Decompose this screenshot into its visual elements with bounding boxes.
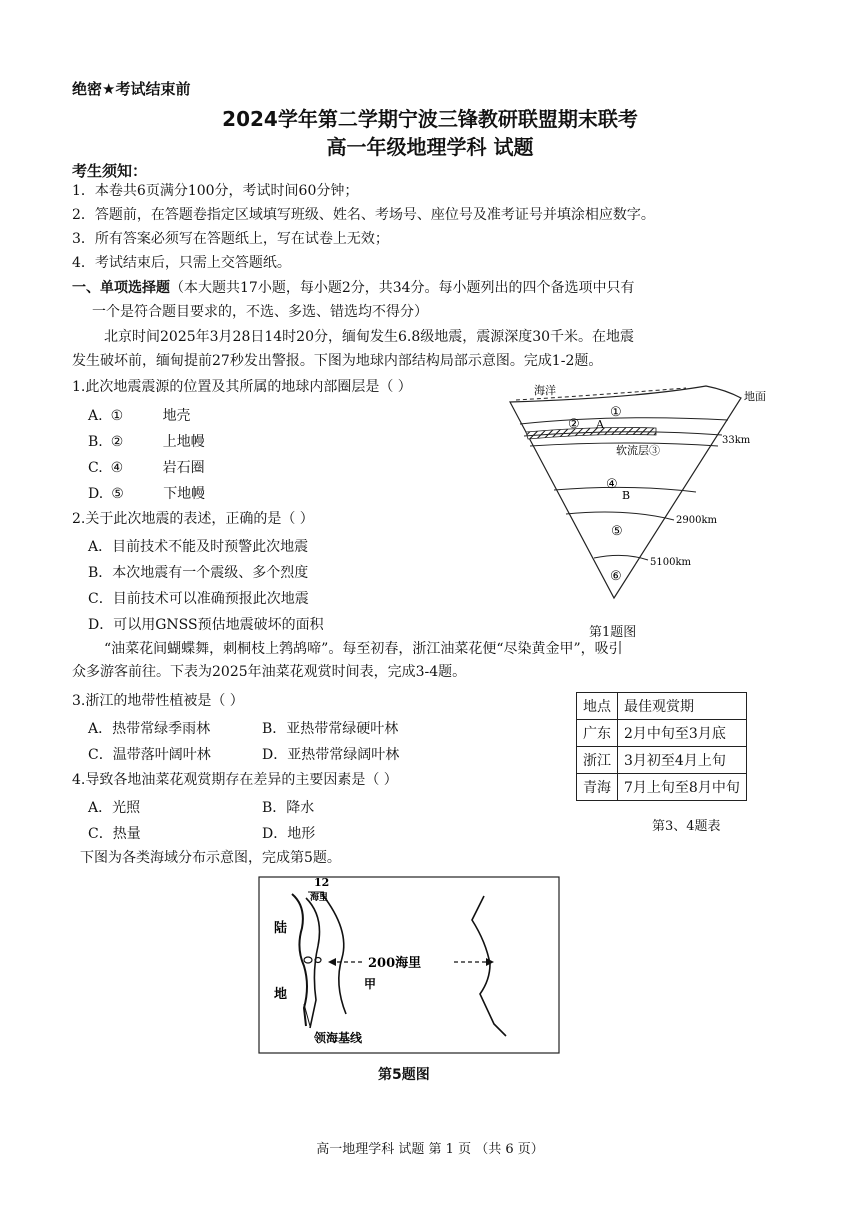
q4-stem: 4.导致各地油菜花观赏期存在差异的主要因素是（ ） [72,772,398,788]
table-cell: 青海 [577,774,618,801]
q3-option-a: A．热带常绿季雨林 [88,721,211,737]
label-200nm: 200海里 [368,956,422,971]
label-layer-2: ② [568,417,580,432]
table-cell: 2月中旬至3月底 [618,720,747,747]
label-layer-4: ④ [606,477,618,492]
q1-stem: 1.此次地震震源的位置及其所属的地球内部圈层是（ ） [72,379,412,395]
q4-option-c: C．热量 [88,826,141,842]
table-cell: 浙江 [577,747,618,774]
label-33km: 33km [722,435,751,446]
section-desc-2: 一个是符合题目要求的，不选、多选、错选均不得分） [92,304,428,320]
boundary-a-line [520,418,728,424]
label-seamile: 海里 [310,893,329,903]
notice-item-3: 3．所有答案必须写在答题纸上，写在试卷上无效； [72,231,389,247]
label-ground: 地面 [744,390,766,403]
q2-option-a: A．目前技术不能及时预警此次地震 [88,539,309,555]
label-jia: 甲 [364,977,377,991]
intro3: 下图为各类海域分布示意图，完成第5题。 [80,850,341,866]
rapeseed-viewing-table [576,692,747,801]
label-a: A [596,418,604,431]
asthenosphere-hatch [526,428,656,440]
label-layer-6: ⑥ [610,569,622,584]
label-baseline: 领海基线 [314,1031,363,1045]
q3-option-c: C．温带落叶阔叶林 [88,747,211,763]
label-b: B [622,489,631,502]
intro1-line1: 北京时间2025年3月28日14时20分，缅甸发生6.8级地震，震源深度30千米。在地震 [104,329,635,345]
notice-heading: 考生须知： [72,162,148,180]
table-header-cell: 最佳观赏期 [618,693,747,720]
label-land-1: 陆 [274,921,288,936]
table-row [577,747,747,774]
q2-option-d: D．可以用GNSS预估地震破坏的面积 [88,617,324,633]
exam-subtitle: 高一年级地理学科 试题 [326,135,534,159]
section-heading-line [72,278,635,298]
label-ocean: 海洋 [534,384,556,397]
label-2900km: 2900km [676,515,717,526]
label-5100km: 5100km [650,557,691,568]
q2-option-b: B．本次地震有一个震级、多个烈度 [88,565,309,581]
label-layer-1: ① [610,405,622,420]
exam-title: 2024学年第二学期宁波三锋教研联盟期末联考 [222,107,638,131]
q1-option-d: D. ⑤ 下地幔 [88,486,206,502]
label-asthenosphere: 软流层③ [616,444,660,457]
intro1-line2: 发生破坏前，缅甸提前27秒发出警报。下图为地球内部结构局部示意图。完成1-2题。 [72,353,603,369]
table-caption: 第3、4题表 [652,819,721,834]
section-heading: 一、单项选择题 [72,280,170,296]
secret-label: 绝密★考试结束前 [72,80,191,98]
table-cell: 7月上旬至8月中旬 [618,774,747,801]
q1-option-a: A. ① 地壳 [88,408,191,424]
q1-option-c: C. ④ 岩石圈 [88,460,205,476]
fig5-caption: 第5题图 [378,1067,430,1083]
notice-item-1: 1．本卷共6页满分100分，考试时间60分钟； [72,183,359,199]
notice-item-2: 2．答题前，在答题卷指定区域填写班级、姓名、考场号、座位号及准考证号并填涂相应数字。 [72,207,655,223]
intro2-line1: “油菜花间蝴蝶舞，刺桐枝上鹁鸪啼”。每至初春，浙江油菜花便“尽染黄金甲”，吸引 [104,641,623,657]
q4-option-a: A．光照 [88,800,141,816]
label-layer-5: ⑤ [611,524,623,539]
notice-item-4: 4．考试结束后，只需上交答题纸。 [72,255,291,271]
table-cell: 广东 [577,720,618,747]
label-12: 12 [314,876,330,889]
boundary-2900-line [566,512,674,520]
label-land-2: 地 [274,987,288,1002]
q4-option-d: D．地形 [262,826,316,842]
table-header-cell: 地点 [577,693,618,720]
q1-option-b: B. ② 上地幔 [88,434,205,450]
q2-stem: 2.关于此次地震的表述，正确的是（ ） [72,511,314,527]
q4-option-b: B．降水 [262,800,315,816]
earth-interior-diagram [496,380,796,605]
fig1-caption: 第1题图 [589,625,637,640]
q3-option-d: D．亚热带常绿阔叶林 [262,747,400,763]
page-footer: 高一地理学科 试题 第 1 页 （共 6 页） [316,1142,544,1157]
q3-stem: 3.浙江的地带性植被是（ ） [72,693,244,709]
table-row [577,774,747,801]
table-cell: 3月初至4月上旬 [618,747,747,774]
table-row [577,720,747,747]
intro2-line2: 众多游客前往。下表为2025年油菜花观赏时间表，完成3-4题。 [72,664,467,680]
q2-option-c: C．目前技术可以准确预报此次地震 [88,591,309,607]
table-header-row [577,693,747,720]
section-desc-1: （本大题共17小题，每小题2分，共34分。每小题列出的四个备选项中只有 [170,280,635,296]
q3-option-b: B．亚热带常绿硬叶林 [262,721,399,737]
sea-zones-diagram [258,876,560,1054]
